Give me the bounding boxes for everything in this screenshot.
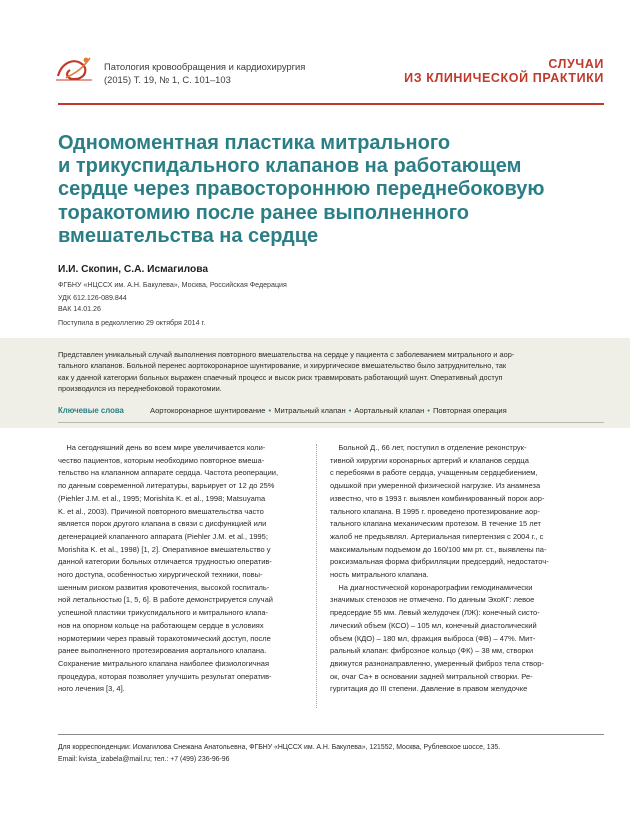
body-line: данной категории больных отличается трудностью оператив- bbox=[58, 557, 272, 567]
body-line: ральный клапан: фиброзное кольцо (ФК) – 38 мм, створки bbox=[330, 646, 534, 656]
journal-name: Патология кровообращения и кардиохирургия bbox=[104, 61, 306, 72]
body-line: нормотермии через правый торакотомический доступ, после bbox=[58, 633, 271, 643]
keywords-list bbox=[150, 406, 507, 415]
body-column-right bbox=[330, 442, 580, 696]
abstract-line: Представлен уникальный случай выполнения повторного вмешательства на сердце у пациента с заболеванием митрального и аор- bbox=[58, 350, 515, 359]
body-line: лический объем (КСО) – 105 мл, конечный диастолический bbox=[330, 620, 537, 630]
journal-info bbox=[104, 60, 324, 86]
body-line: шенным риском развития кровотечения, высокой госпиталь- bbox=[58, 582, 270, 592]
body-line: K. et al., 2003). Причиной повторного вмешательства часто bbox=[58, 506, 264, 516]
body-line: (Piehler J.M. et al., 1995; Morishita K. et al., 1998; Matsuyama bbox=[58, 493, 266, 503]
contact-line: Email: kvista_izabela@mail.ru; тел.: +7 (499) 236-96-96 bbox=[58, 755, 230, 763]
title-line: вмешательства на сердце bbox=[58, 224, 319, 247]
body-line: На сегодняшний день во всем мире увеличивается коли- bbox=[58, 443, 266, 452]
body-line: тельство на клапанном аппарате сердца. Частота реоперации, bbox=[58, 468, 279, 478]
section-heading bbox=[404, 57, 604, 85]
correspondence-line: Для корреспонденции: Исмагилова Снежана Анатольевна, ФГБНУ «НЦССХ им. А.Н. Бакулева», 121552, Москва, Рублевское шоссе, 135. bbox=[58, 744, 501, 751]
body-line: ного лечения [3, 4]. bbox=[58, 684, 125, 694]
abstract-line: производился из переднебоковой торакотомии. bbox=[58, 384, 222, 394]
body-line: значимых стенозов не отмечено. По данным ЭхоКГ: левое bbox=[330, 595, 535, 605]
body-line: ок, очаг Са+ в основании задней митральной створки. Ре- bbox=[330, 671, 533, 681]
body-line: ного доступа, особенностью хирургической техники, повы- bbox=[58, 570, 263, 580]
body-line: Morishita K. et al., 1998) [1, 2]. Оперативное вмешательство у bbox=[58, 544, 271, 554]
body-line: известно, что в 1993 г. выявлен комбинированный порок аор- bbox=[330, 493, 545, 503]
title-line: Одномоментная пластика митрального bbox=[58, 132, 451, 154]
correspondence-footer bbox=[58, 742, 500, 765]
body-line: с перебоями в работе сердца, учащенным сердцебиением, bbox=[330, 468, 538, 478]
received-date: Поступила в редколлегию 29 октября 2014 г. bbox=[58, 319, 206, 327]
body-line: тивной хирургии коронарных артерий и клапанов сердца bbox=[330, 455, 529, 465]
title-line: сердце через правостороннюю переднебоковую bbox=[58, 178, 545, 201]
body-line: ной летальностью [1, 5, 6]. В работе демонстрируется случай bbox=[58, 595, 273, 605]
journal-logo-icon bbox=[52, 52, 96, 84]
body-line: одышкой при умеренной физической нагрузке. Из анамнеза bbox=[330, 481, 541, 491]
keyword: Повторная операция bbox=[432, 406, 507, 415]
title-line: и трикуспидального клапанов на работающем bbox=[58, 155, 522, 178]
body-line: Больной Д., 66 лет, поступил в отделение реконструк- bbox=[330, 443, 527, 452]
section-heading-line1: СЛУЧАИ bbox=[548, 57, 604, 71]
body-line: Сохранение митрального клапана наиболее физиологичная bbox=[58, 658, 270, 668]
body-line: чество пациентов, которым необходимо повторное вмеша- bbox=[58, 455, 265, 465]
abstract-line: тального клапанов. Больной перенес аортокоронарное шунтирование, и хирургическое вмешательство было затруднительно, так bbox=[58, 361, 507, 371]
udk-code: УДК 612.126-089.844 bbox=[58, 294, 127, 302]
body-line: предсердие 55 мм. Левый желудочек (ЛЖ): конечный систо- bbox=[330, 608, 540, 618]
keyword-separator: • bbox=[268, 406, 272, 415]
body-line: ность митрального клапана. bbox=[330, 570, 429, 580]
abstract-line: как у данной категории больных выражен спаечный процесс и высок риск травмировать работающий шунт. Оперативный доступ bbox=[58, 372, 503, 382]
body-line: нов на опорном кольце на работающем сердце в условиях bbox=[58, 620, 264, 630]
footer-divider bbox=[58, 734, 604, 735]
affiliation: ФГБНУ «НЦССХ им. А.Н. Бакулева», Москва, Российская Федерация bbox=[58, 281, 287, 289]
body-line: жалоб не предъявлял. Артериальная гипертензия с 2004 г., с bbox=[330, 531, 544, 541]
body-column-left bbox=[58, 442, 308, 696]
section-heading-line2: ИЗ КЛИНИЧЕСКОЙ ПРАКТИКИ bbox=[404, 71, 604, 85]
body-line: движутся разнонаправленно, умеренный фиброз тела створ- bbox=[330, 658, 544, 668]
keyword: Митральный клапан bbox=[274, 406, 346, 415]
body-line: тального клапана механическим протезом. В течение 15 лет bbox=[330, 519, 541, 529]
body-line: процедура, которая позволяет улучшить результат оператив- bbox=[58, 671, 272, 681]
abstract-text bbox=[58, 349, 618, 395]
body-line: На диагностической коронарографии гемодинамически bbox=[330, 582, 533, 592]
column-divider bbox=[316, 444, 317, 708]
body-line: максимальным подъемом до 160/100 мм рт. ст., выявлены па- bbox=[330, 544, 547, 554]
body-line: является порок другого клапана в связи с дисфункцией или bbox=[58, 519, 267, 529]
body-line: роксизмальная форма фибрилляции предсердий, недостаточ- bbox=[330, 557, 549, 567]
body-line: ранее выполненного протезирования аортального клапана. bbox=[58, 646, 267, 656]
article-title bbox=[58, 132, 608, 248]
body-line: дегенерацией клапанного аппарата (Piehler J.M. et al., 1995; bbox=[58, 531, 268, 541]
body-line: по данным современной литературы, варьирует от 12 до 25% bbox=[58, 481, 275, 491]
vak-code: ВАК 14.01.26 bbox=[58, 305, 101, 313]
keywords-divider bbox=[58, 422, 604, 423]
body-line: успешной пластики трикуспидального и митрального клапа- bbox=[58, 608, 269, 618]
authors: И.И. Скопин, С.А. Исмагилова bbox=[58, 264, 209, 275]
body-line: объем (КДО) – 180 мл, фракция выброса (ФВ) – 47%. Мит- bbox=[330, 633, 536, 643]
keyword: Аортокоронарное шунтирование bbox=[150, 406, 266, 415]
title-line: торакотомию после ранее выполненного bbox=[58, 201, 470, 224]
keyword-separator: • bbox=[427, 406, 430, 415]
body-line: тального клапана. В 1995 г. проведено протезирование аор- bbox=[330, 506, 540, 516]
keywords-label: Ключевые слова bbox=[58, 406, 124, 415]
body-line: гургитация до III степени. Давление в правом желудочке bbox=[330, 684, 528, 694]
header-divider bbox=[58, 103, 604, 105]
journal-issue: (2015) Т. 19, № 1, С. 101–103 bbox=[104, 74, 231, 85]
keyword: Аортальный клапан bbox=[354, 406, 425, 415]
keyword-separator: • bbox=[348, 406, 352, 415]
